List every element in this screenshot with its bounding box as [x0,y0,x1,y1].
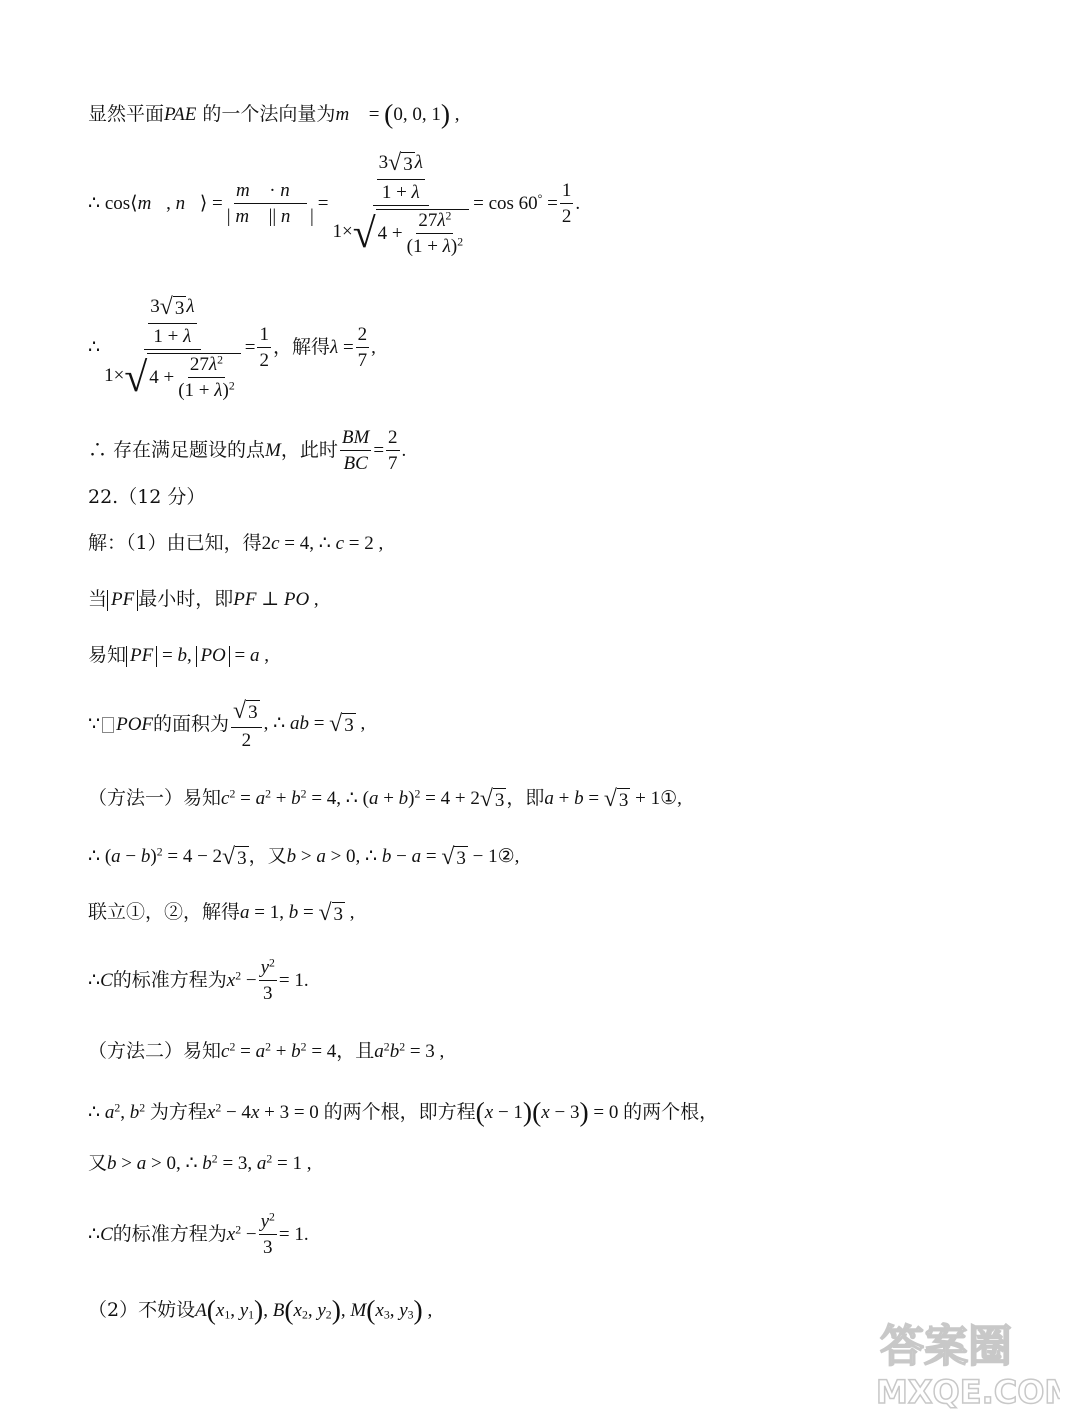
text: 的一个法向量为 [196,103,336,125]
therefore: ∴ [88,1224,101,1245]
line-part-2: （2）不妨设$A(x_1$, $y_1$), $B(x_2$, $y_2$), $M(x_3$, $y_3$) , [88,1294,433,1325]
line-pf-min: 当 PF 最小时，即PF ⊥ PO , [88,588,319,610]
line-standard-eq-1: ∴ C 的标准方程为 $x^2$ − $\frac{y^2}{3}$ = 1. [88,956,309,1004]
line-area: ∵ POF 的面积为 √ 3 2 , ∴ ab = √ 3 , [88,698,366,751]
line-pf-b: 易知 PF = b, PO = a , [88,644,269,666]
text: ∴ 存在满足题设的点 [88,439,266,461]
line-method-1: （方法一）易知$c^2 = a^2 + b^2 = 4$, ∴ $(a + b)^2 = 4 + 2$ √ 3 ，即a + b = √ 3 + 1①, [88,786,682,812]
line-cos-formula: ∴ cos⟨m⃗, n⃗⟩ = $\frac{m⃗ \cdot n⃗}{| m⃗ || n⃗ |}$ = 3 √ 3 λ 1 + λ 1× √ 4 + $\frac{27\lambda^2}{(1 + \lambda)^2}$ = cos 60° = $\frac{1}{2}$ . [88,150,581,257]
text: 为方程 [149,1101,207,1123]
watermark-site: MXQE.COM [876,1373,1060,1409]
text: ，解得 [272,336,330,359]
text: 最小时，即 [138,588,234,610]
text: 的两个根， [623,1101,719,1123]
text: 的标准方程为 [112,1223,227,1245]
math-expr: m⃗ = (0, 0, 1) , [335,98,460,129]
text: （2）不妨设 [88,1299,196,1321]
missing-glyph [102,717,114,733]
math-var: C [100,1224,113,1245]
text: ，且 [336,1040,375,1062]
watermark-icon [870,1309,1060,1409]
math-var: POF [116,714,154,736]
text: ，即 [506,787,545,810]
text: 易知 [88,644,127,666]
text: ∵ [88,713,101,736]
text: 联立①，②，解得 [88,901,241,924]
line-standard-eq-2: ∴ C 的标准方程为 $x^2$ − $\frac{y^2}{3}$ = 1. [88,1210,309,1258]
line-solution-1: 解：（1）由已知，得2c = 4, ∴ c = 2 , [88,532,384,554]
text: ，又 [248,845,287,868]
watermark-text: 答案圈 [880,1321,1012,1372]
text: 22.（12 分） [88,486,206,508]
line-roots: ∴ $a^2$, $b^2$ 为方程$x^2 - 4x + 3 = 0$ 的两个根，即方程(x − 1)(x − 3) = 0 的两个根， [88,1096,719,1127]
text: 当 [88,588,108,610]
text: 又 [88,1152,108,1174]
problem-22-heading [88,488,205,507]
therefore: ∴ [88,970,101,991]
frac-big-2: 3 √ 3 λ 1 + λ 1× √ 4 + $\frac{27\lambda^2}{(1 + \lambda)^2}$ [102,296,243,400]
line-combine: 联立①，②，解得a = 1, b = √ 3 , [88,900,355,926]
text: （方法二）易知 [88,1040,222,1062]
frac-one-half: $\frac{1}{2}$ [561,180,572,228]
text: 解：（1）由已知，得 [88,532,262,554]
text: 的两个根，即方程 [323,1101,476,1123]
line-exists-m: ∴ 存在满足题设的点 M ，此时 $\frac{BM}{BC}$ = $\frac{2}{7}$ . [88,427,407,474]
cos-label: ∴ cos⟨m⃗, n⃗⟩ = [88,193,223,215]
text: ，此时 [280,439,338,461]
therefore: ∴ [88,337,101,359]
line-solve-lambda: ∴ 3 √ 3 λ 1 + λ 1× √ 4 + $\frac{27\lambda^2}{(1 + \lambda)^2}$ = $\frac{1}{2}$ ，解得 λ = $\frac{2}{7}$ , [88,294,376,401]
math-var: PAE [164,104,197,125]
text: 的标准方程为 [112,969,227,991]
math-var: M [265,440,281,461]
text: 显然平面 [88,103,165,125]
watermark-logo [870,1309,1060,1409]
text: 的面积为 [153,713,230,736]
text: （方法一）易知 [88,787,222,810]
frac-dot-over-norm: $\frac{m⃗ \cdot n⃗}{| m⃗ || n⃗ |}$ [226,180,314,228]
line-normal-vector [88,100,460,128]
math-var: C [100,970,113,991]
line-method-2: （方法二）易知$c^2 = a^2 + b^2 = 4$，且$a^2b^2 = 3$ , [88,1040,445,1062]
line-b2-a2: 又b > a > 0, ∴ $b^2 = 3$, $a^2 = 1$ , [88,1152,312,1174]
frac-big: 3 √ 3 λ 1 + λ 1× √ 4 + $\frac{27\lambda^2}{(1 + \lambda)^2}$ [330,152,471,256]
line-a-minus-b: ∴ $(a - b)^2 = 4 - 2$ √ 3 ，又b > a > 0, ∴ b − a = √ 3 − 1②, [88,844,520,870]
